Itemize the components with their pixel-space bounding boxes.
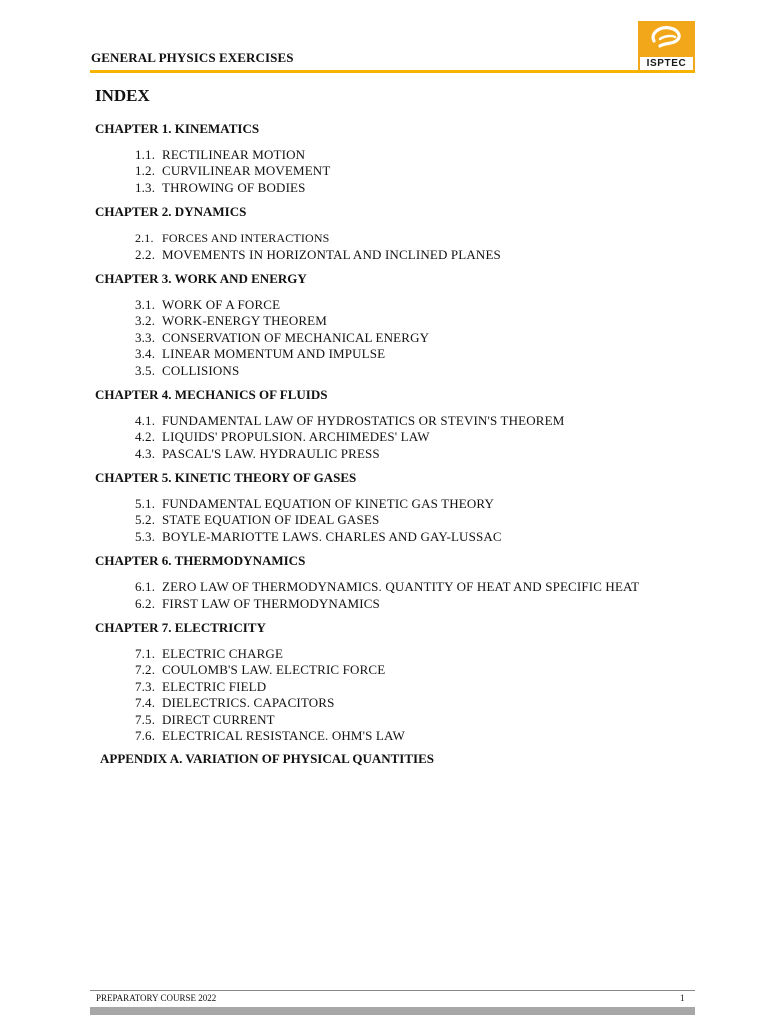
toc-item-number: 1.1. <box>135 147 156 162</box>
toc-item-label: CONSERVATION OF MECHANICAL ENERGY <box>162 329 430 345</box>
toc-item-label: COULOMB'S LAW. ELECTRIC FORCE <box>162 662 386 678</box>
toc-item-label: DIRECT CURRENT <box>162 711 275 727</box>
toc-item-label: LIQUIDS' PROPULSION. ARCHIMEDES' LAW <box>162 429 430 445</box>
toc-item-label: RECTILINEAR MOTION <box>162 147 306 162</box>
toc-item <box>95 429 705 445</box>
toc-item-number: 7.1. <box>135 646 156 662</box>
appendix-heading: APPENDIX A. VARIATION OF PHYSICAL QUANTITIES <box>100 751 434 767</box>
chapter-item-list <box>95 297 705 379</box>
footer-course-text: PREPARATORY COURSE 2022 <box>96 993 217 1003</box>
page-number: 1 <box>680 993 685 1003</box>
toc-item <box>95 230 705 246</box>
toc-item-number: 3.4. <box>135 346 156 362</box>
toc-item-number: 7.4. <box>135 695 156 711</box>
toc-item <box>95 695 705 711</box>
toc-item-label: FORCES AND INTERACTIONS <box>162 231 330 246</box>
table-of-contents <box>95 121 705 767</box>
toc-item <box>95 728 705 744</box>
toc-item-number: 4.2. <box>135 429 156 445</box>
chapter-item-list <box>95 646 705 744</box>
chapter-heading: CHAPTER 4. MECHANICS OF FLUIDS <box>95 386 328 402</box>
chapter-item-list <box>95 230 705 263</box>
toc-item-label: DIELECTRICS. CAPACITORS <box>162 695 335 711</box>
logo-text: ISPTEC <box>640 57 693 70</box>
toc-item <box>95 496 705 512</box>
toc-item <box>95 147 705 163</box>
toc-item <box>95 596 705 612</box>
index-title: INDEX <box>95 86 150 105</box>
toc-item-number: 3.3. <box>135 329 156 345</box>
toc-item-number: 3.2. <box>135 313 156 329</box>
toc-item-number: 2.2. <box>135 246 156 262</box>
footer-bar <box>90 1007 695 1015</box>
footer-rule <box>90 990 695 991</box>
toc-item-label: ZERO LAW OF THERMODYNAMICS. QUANTITY OF HEAT AND SPECIFIC HEAT <box>162 579 640 595</box>
toc-item <box>95 712 705 728</box>
toc-item <box>95 679 705 695</box>
toc-item-number: 6.1. <box>135 579 156 595</box>
toc-item-label: LINEAR MOMENTUM AND IMPULSE <box>162 346 386 362</box>
toc-item-number: 7.6. <box>135 727 156 743</box>
chapter-item-list <box>95 579 705 612</box>
toc-item-number: 2.1. <box>135 231 154 246</box>
toc-item-label: BOYLE-MARIOTTE LAWS. CHARLES AND GAY-LUSSAC <box>162 528 502 544</box>
toc-item-label: FIRST LAW OF THERMODYNAMICS <box>162 595 380 611</box>
toc-item <box>95 413 705 429</box>
toc-item-label: FUNDAMENTAL EQUATION OF KINETIC GAS THEORY <box>162 496 495 512</box>
toc-item <box>95 330 705 346</box>
chapter-heading: CHAPTER 7. ELECTRICITY <box>95 620 266 636</box>
toc-item-number: 4.3. <box>135 445 156 461</box>
toc-item <box>95 662 705 678</box>
toc-item-label: CURVILINEAR MOVEMENT <box>162 163 331 179</box>
toc-item <box>95 646 705 662</box>
toc-item <box>95 297 705 313</box>
toc-item-label: ELECTRIC CHARGE <box>162 646 284 662</box>
toc-item-label: THROWING OF BODIES <box>162 179 306 195</box>
toc-item-number: 4.1. <box>135 412 156 428</box>
chapter-item-list <box>95 496 705 545</box>
toc-item-label: ELECTRICAL RESISTANCE. OHM'S LAW <box>162 727 405 743</box>
toc-item-number: 1.2. <box>135 163 156 179</box>
chapter-heading: CHAPTER 5. KINETIC THEORY OF GASES <box>95 470 357 486</box>
toc-item-number: 5.3. <box>135 528 156 544</box>
toc-item-label: COLLISIONS <box>162 362 240 378</box>
chapter-heading: CHAPTER 2. DYNAMICS <box>95 204 247 220</box>
toc-item <box>95 180 705 196</box>
toc-item-label: FUNDAMENTAL LAW OF HYDROSTATICS OR STEVIN'S THEOREM <box>162 412 565 428</box>
toc-item-label: MOVEMENTS IN HORIZONTAL AND INCLINED PLANES <box>162 246 501 262</box>
toc-item <box>95 529 705 545</box>
chapter-heading: CHAPTER 6. THERMODYNAMICS <box>95 553 306 569</box>
toc-item <box>95 346 705 362</box>
toc-item-number: 6.2. <box>135 595 156 611</box>
toc-item-number: 7.2. <box>135 662 156 678</box>
header-title: GENERAL PHYSICS EXERCISES <box>91 50 294 65</box>
toc-item-number: 3.5. <box>135 362 156 378</box>
chapter-item-list <box>95 147 705 196</box>
toc-item-number: 5.2. <box>135 512 156 528</box>
toc-item-number: 5.1. <box>135 496 156 512</box>
toc-item <box>95 247 705 263</box>
toc-item-label: WORK-ENERGY THEOREM <box>162 313 327 329</box>
toc-item <box>95 363 705 379</box>
toc-item <box>95 163 705 179</box>
chapter-heading: CHAPTER 1. KINEMATICS <box>95 121 260 136</box>
toc-item <box>95 579 705 595</box>
toc-item-label: ELECTRIC FIELD <box>162 678 267 694</box>
toc-item <box>95 512 705 528</box>
toc-item-label: PASCAL'S LAW. HYDRAULIC PRESS <box>162 445 380 461</box>
logo-swirl-icon <box>648 25 684 57</box>
isptec-logo <box>638 21 695 73</box>
chapter-heading: CHAPTER 3. WORK AND ENERGY <box>95 270 307 286</box>
toc-item-number: 1.3. <box>135 179 156 195</box>
toc-item-label: WORK OF A FORCE <box>162 296 281 312</box>
toc-item <box>95 446 705 462</box>
chapter-item-list <box>95 413 705 462</box>
toc-item <box>95 313 705 329</box>
toc-item-number: 7.5. <box>135 711 156 727</box>
toc-item-number: 7.3. <box>135 678 156 694</box>
header-rule <box>90 70 695 73</box>
toc-item-label: STATE EQUATION OF IDEAL GASES <box>162 512 380 528</box>
toc-item-number: 3.1. <box>135 296 156 312</box>
